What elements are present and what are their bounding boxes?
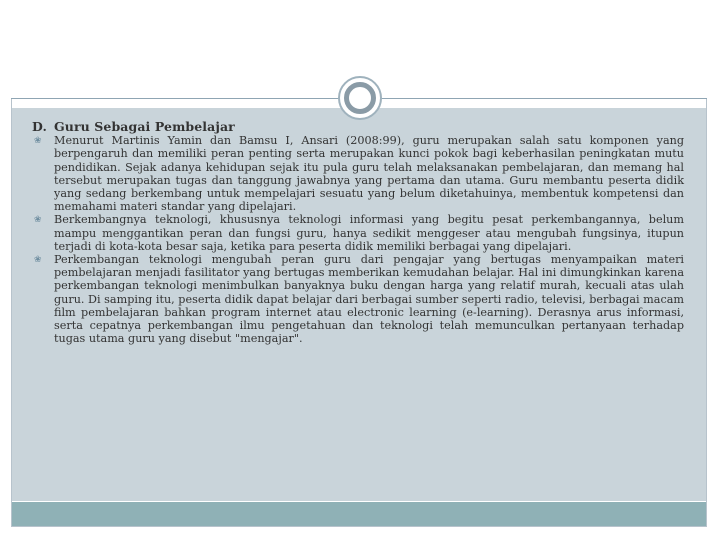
slide-body (32, 120, 684, 345)
section-heading (32, 120, 684, 133)
circle-ornament (338, 76, 382, 120)
bullet-item (32, 253, 684, 345)
circle-ornament-inner (344, 82, 376, 114)
bullet-list (32, 134, 684, 345)
bullet-item (32, 134, 684, 213)
flourish-bullet-icon: ❀ (34, 215, 42, 226)
bullet-text: Berkembangnya teknologi, khususnya teknologi informasi yang begitu pesat perkembangannya, belum mampu menggantikan peran dan fungsi guru, hanya sedikit menggeser atau mengubah fungsinya, itupun terjadi di kota-kota besar saja, ketika para peserta didik memiliki berbagai yang dipelajari. (54, 213, 684, 253)
bullet-item (32, 213, 684, 253)
section-letter: D. (32, 119, 47, 134)
flourish-bullet-icon: ❀ (34, 136, 42, 147)
bullet-text: Menurut Martinis Yamin dan Bamsu I, Ansari (2008:99), guru merupakan salah satu komponen yang berpengaruh dan memiliki peran penting serta merupakan kunci pokok bagi keberhasilan peningkatan mutu pendidikan. Sejak adanya kehidupan sejak itu pula guru telah melaksanakan pembelajaran, dan memang hal tersebut merupakan tugas dan tanggung jawabnya yang pertama dan utama. Guru membantu peserta didik yang sedang berkembang untuk mempelajari sesuatu yang belum diketahuinya, membentuk kompetensi dan memahami materi standar yang dipelajari. (54, 134, 684, 214)
flourish-bullet-icon: ❀ (34, 255, 42, 266)
bullet-text: Perkembangan teknologi mengubah peran guru dari pengajar yang bertugas menyampaikan materi pembelajaran menjadi fasilitator yang bertugas memberikan kemudahan belajar. Hal ini dimungkinkan karena perkembangan teknologi menimbulkan banyaknya buku dengan harga yang relatif murah, kecuali atas ulah guru. Di samping itu, peserta didik dapat belajar dari berbagai sumber seperti radio, televisi, berbagai macam film pembelajaran bahkan program internet atau electronic learning (e-learning). Derasnya arus informasi, serta cepatnya perkembangan ilmu pengetahuan dan teknologi telah memunculkan pertanyaan terhadap tugas utama guru yang disebut "mengajar". (54, 253, 684, 346)
footer-bar (12, 502, 706, 526)
section-title: Guru Sebagai Pembelajar (54, 119, 235, 134)
